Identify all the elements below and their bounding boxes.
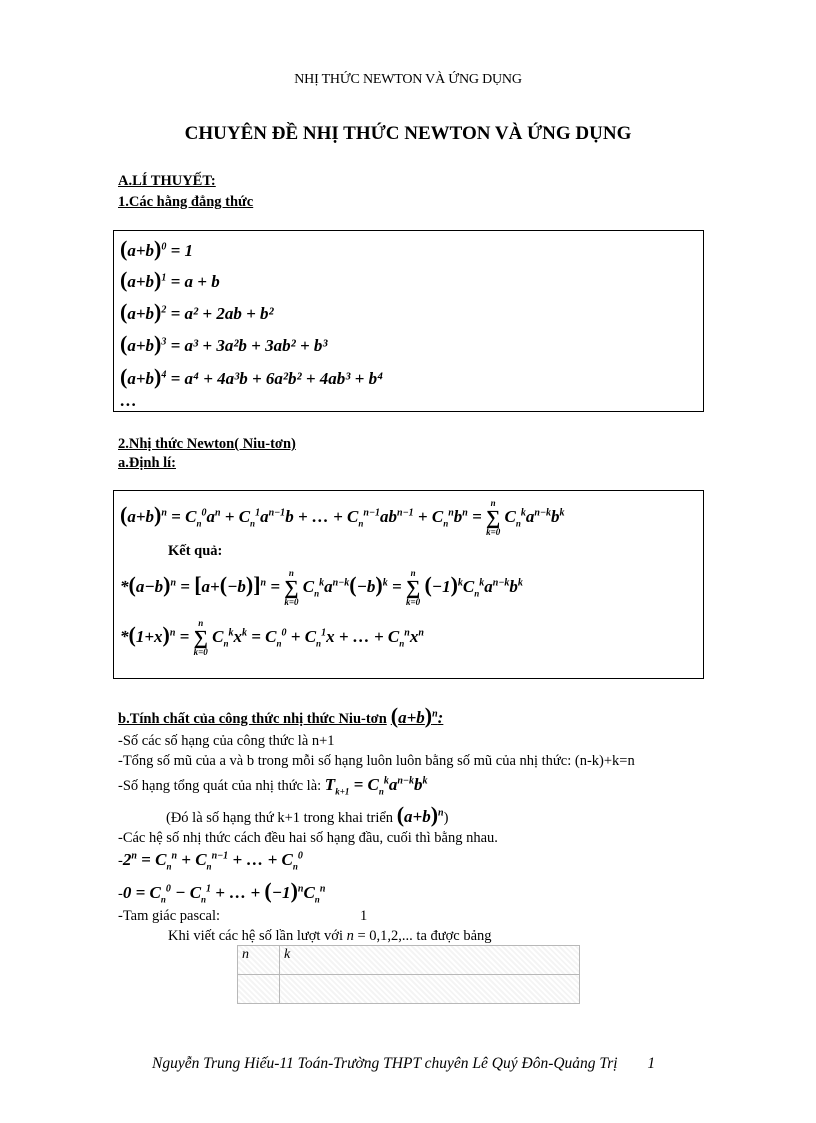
property-general-term: -Số hạng tổng quát của nhị thức là: $T_{k+1} = C_n^ka^{n-k}b^k$: [118, 775, 428, 797]
sum-of-coefficients-formula: $-2^n = C_n^n + C_n^{n-1}$ + … + $C_n^0$: [118, 850, 303, 872]
pascal-description: Khi viết các hệ số lần lượt với n = 0,1,2,... ta được bảng: [168, 928, 492, 944]
table-cell: [280, 975, 580, 1004]
subsection-identities-heading: 1.Các hằng đẳng thức: [118, 194, 254, 210]
table-cell: [238, 975, 280, 1004]
difference-expansion-formula: $*(a-b)^n = [a+(-b)]^n$ = n ∑ k=0 $C_n^ka^{n-k}(-b)^k$ = n ∑ k=0 $(-1)^kC_n^ka^{n-k}b^k$: [120, 568, 523, 607]
one-plus-x-expansion-formula: $*(1+x)^n$ = n ∑ k=0 $C_n^kx^k = C_n^0 + C_n^1x$ + … + $C_n^nx^n$: [120, 618, 424, 657]
general-term-note: (Đó là số hạng thứ k+1 trong khai triển $(a+b)^n$): [166, 802, 449, 827]
property-exponent-sum: -Tổng số mũ của a và b trong mỗi số hạng luôn luôn bằng số mũ của nhị thức: (n-k)+k=n: [118, 753, 635, 769]
identity-ellipsis: …: [120, 391, 137, 410]
pascal-triangle-label: -Tam giác pascal:: [118, 908, 221, 924]
identity-power-0: $(a+b)^0 = 1$: [120, 236, 194, 261]
theorem-heading: a.Định lí:: [118, 455, 177, 471]
table-header-k: k: [280, 946, 580, 975]
identity-power-1: $(a+b)^1 = a + b$: [120, 267, 220, 292]
page-number: 1: [647, 1055, 656, 1072]
table-header-n: n: [238, 946, 280, 975]
footer-author: Nguyễn Trung Hiếu-11 Toán-Trường THPT chuyên Lê Quý Đôn-Quảng Trị: [152, 1055, 618, 1072]
properties-heading: b.Tính chất của công thức nhị thức Niu-tơn $(a+b)^n$:: [118, 703, 444, 728]
page-footer: [152, 1055, 655, 1073]
section-a-heading: A.LÍ THUYẾT:: [118, 173, 216, 189]
pascal-table: [237, 945, 580, 1004]
alternating-sum-formula: $-0 = C_n^0 - C_n^1$ + … + $(-1)^nC_n^n$: [118, 878, 326, 905]
identity-power-3: $(a+b)^3 = a^3 + 3a^2b + 3ab^2 + b^3$: [120, 331, 328, 356]
result-label: Kết quả:: [168, 543, 223, 559]
identity-power-4: $(a+b)^4 = a^4 + 4a^3b + 6a^2b^2 + 4ab^3 + b^4$: [120, 364, 383, 389]
theorem-box: [113, 490, 704, 679]
identities-box: [113, 230, 704, 412]
page-header: NHỊ THỨC NEWTON VÀ ỨNG DỤNG: [294, 72, 522, 87]
subsection-newton-heading: 2.Nhị thức Newton( Niu-tơn): [118, 436, 296, 452]
pascal-triangle-top-value: 1: [360, 908, 368, 924]
table-row: [238, 975, 580, 1004]
binomial-theorem-formula: $(a+b)^n = C_n^0a^n + C_n^1a^{n-1}b$ + … + $C_n^{n-1}ab^{n-1} + C_n^nb^n$ = n ∑ k=0 $C_n^ka^{n-k}b^k$: [120, 498, 565, 537]
property-symmetric-coefficients: -Các hệ số nhị thức cách đều hai số hạng đầu, cuối thì bằng nhau.: [118, 830, 498, 846]
document-title: CHUYÊN ĐỀ NHỊ THỨC NEWTON VÀ ỨNG DỤNG: [184, 123, 632, 144]
table-row: [238, 946, 580, 975]
identity-power-2: $(a+b)^2 = a^2 + 2ab + b^2$: [120, 299, 274, 324]
property-term-count: -Số các số hạng của công thức là n+1: [118, 733, 335, 749]
